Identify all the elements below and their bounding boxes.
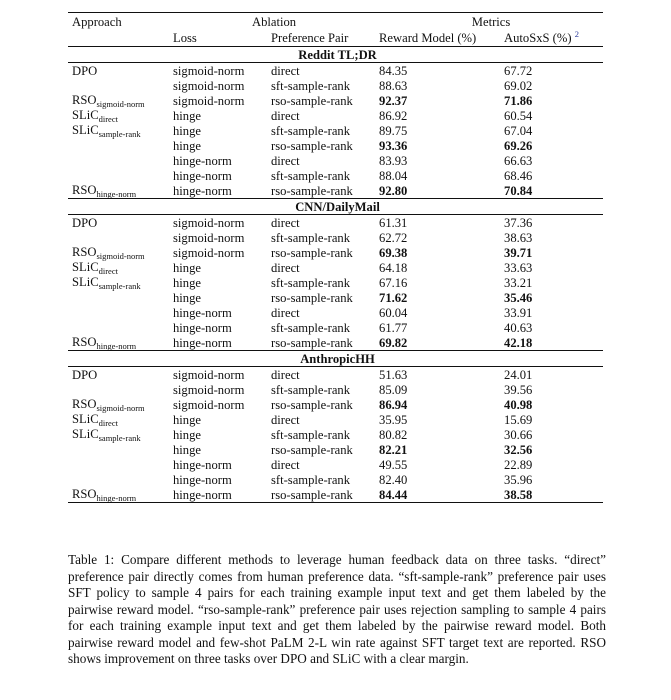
reward-model-value: 35.95: [379, 412, 408, 427]
cell-reward-model: [375, 412, 500, 427]
reward-model-value: 80.82: [379, 427, 408, 442]
reward-model-value: 49.55: [379, 457, 408, 472]
cell-pair: sft-sample-rank: [271, 230, 351, 245]
table-caption: Table 1: Compare different methods to leverage human feedback data on three tasks. “direct” preference pair directly comes from human preference data. “sft-sample-rank” preference pair uses SFT policy to sample 4 pairs for each training example input text and get them labeled by the pairwise reward model. “rso-sample-rank” preference pair uses rejection sampling to sample 4 pairs for each training example input text and get them labeled by the pairwise reward model. Both pairwise reward model and few-shot PaLM 2-L win rate against SFT target text are reported. RSO shows improvement on three tasks over DPO and SLiC with a clear margin.: [68, 552, 606, 666]
cell-loss: sigmoid-norm: [173, 382, 245, 397]
approach-subscript: sigmoid-norm: [96, 99, 145, 109]
results-table: [68, 12, 603, 503]
cell-pair: sft-sample-rank: [271, 320, 351, 335]
autosxs-value: 35.46: [504, 290, 533, 305]
cell-pair: direct: [271, 457, 300, 472]
table-row: [68, 397, 603, 412]
cell-loss: hinge-norm: [173, 168, 232, 183]
cell-reward-model: [375, 168, 500, 183]
reward-model-value: 61.31: [379, 215, 408, 230]
cell-autosxs: [500, 487, 603, 503]
table-row: [68, 230, 603, 245]
table-row: [68, 78, 603, 93]
cell-approach: [68, 183, 169, 199]
header-metrics: Metrics: [375, 13, 603, 31]
table-row: [68, 245, 603, 260]
cell-reward-model: [375, 367, 500, 383]
cell-pair: direct: [271, 153, 300, 168]
cell-reward-model: [375, 78, 500, 93]
header-row-top: [68, 13, 603, 31]
autosxs-value: 69.26: [504, 138, 533, 153]
cell-autosxs: [500, 183, 603, 199]
cell-approach: [68, 367, 169, 383]
cell-pair: rso-sample-rank: [271, 290, 353, 305]
cell-autosxs: [500, 397, 603, 412]
cell-loss: hinge-norm: [169, 487, 267, 503]
cell-autosxs: [500, 260, 603, 275]
cell-loss: sigmoid-norm: [173, 93, 245, 108]
approach-name: SLiC: [72, 427, 99, 441]
cell-loss: hinge-norm: [173, 335, 232, 350]
approach-subscript: sigmoid-norm: [96, 403, 145, 413]
cell-reward-model: [375, 153, 500, 168]
reward-model-value: 83.93: [379, 153, 408, 168]
autosxs-value: 39.56: [504, 382, 533, 397]
reward-model-value: 88.04: [379, 168, 408, 183]
reward-model-value: 67.16: [379, 275, 408, 290]
autosxs-value: 71.86: [504, 93, 533, 108]
cell-pair: rso-sample-rank: [271, 335, 353, 350]
autosxs-value: 15.69: [504, 412, 533, 427]
cell-reward-model: [375, 275, 500, 290]
results-table-container: [68, 12, 603, 503]
table-row: [68, 183, 603, 199]
reward-model-value: 62.72: [379, 230, 408, 245]
cell-pair: rso-sample-rank: [267, 487, 375, 503]
cell-pair: direct: [271, 108, 300, 123]
cell-loss: sigmoid-norm: [173, 245, 245, 260]
cell-loss: sigmoid-norm: [173, 230, 245, 245]
autosxs-value: 70.84: [504, 183, 533, 198]
cell-autosxs: [500, 245, 603, 260]
cell-reward-model: [375, 230, 500, 245]
approach-name: SLiC: [72, 123, 99, 137]
cell-loss: hinge-norm: [173, 320, 232, 335]
approach-name: RSO: [72, 487, 97, 501]
table-row: [68, 260, 603, 275]
cell-autosxs: [500, 442, 603, 457]
cell-pair: rso-sample-rank: [271, 93, 353, 108]
cell-autosxs: [500, 108, 603, 123]
approach-subscript: direct: [98, 266, 118, 276]
cell-pair: sft-sample-rank: [271, 123, 351, 138]
cell-pair: sft-sample-rank: [271, 168, 351, 183]
cell-autosxs: [500, 93, 603, 108]
reward-model-value: 71.62: [379, 290, 408, 305]
cell-loss: hinge: [173, 260, 201, 275]
reward-model-value: 60.04: [379, 305, 408, 320]
reward-model-value: 86.94: [379, 397, 408, 412]
reward-model-value: 82.40: [379, 472, 408, 487]
cell-reward-model: [375, 245, 500, 260]
cell-approach: [68, 215, 169, 231]
cell-reward-model: [375, 382, 500, 397]
cell-pair: rso-sample-rank: [271, 183, 353, 198]
cell-loss: sigmoid-norm: [173, 78, 245, 93]
cell-reward-model: [375, 472, 500, 487]
reward-model-value: 82.21: [379, 442, 408, 457]
cell-loss: hinge-norm: [173, 457, 232, 472]
cell-reward-model: [375, 487, 500, 503]
table-row: [68, 275, 603, 290]
approach-name: SLiC: [72, 108, 99, 122]
cell-approach: [68, 290, 169, 305]
cell-approach: [68, 123, 169, 138]
autosxs-value: 68.46: [504, 168, 533, 183]
section-title: AnthropicHH: [68, 351, 603, 367]
approach-subscript: direct: [98, 114, 118, 124]
cell-reward-model: [375, 397, 500, 412]
cell-autosxs: [500, 138, 603, 153]
cell-reward-model: [375, 63, 500, 79]
approach-name: SLiC: [72, 275, 99, 289]
approach-subscript: hinge-norm: [96, 341, 137, 351]
approach-subscript: sigmoid-norm: [96, 251, 145, 261]
cell-pair: direct: [271, 305, 300, 320]
cell-pair: rso-sample-rank: [271, 397, 353, 412]
reward-model-value: 86.92: [379, 108, 408, 123]
reward-model-value: 64.18: [379, 260, 408, 275]
reward-model-value: 84.44: [379, 487, 408, 502]
table-row: [68, 138, 603, 153]
cell-pair: sft-sample-rank: [271, 427, 351, 442]
cell-approach: [68, 442, 169, 457]
approach-name: RSO: [72, 245, 97, 259]
cell-autosxs: [500, 382, 603, 397]
cell-loss: hinge-norm: [173, 305, 232, 320]
table-row: [68, 93, 603, 108]
cell-autosxs: [500, 215, 603, 231]
autosxs-value: 66.63: [504, 153, 533, 168]
section-header: [68, 351, 603, 367]
table-row: [68, 427, 603, 442]
cell-loss: hinge: [173, 442, 201, 457]
header-reward-model: Reward Model (%): [379, 31, 477, 45]
table-row: [68, 320, 603, 335]
cell-approach: [68, 382, 169, 397]
cell-reward-model: [375, 427, 500, 442]
autosxs-value: 32.56: [504, 442, 533, 457]
cell-autosxs: [500, 367, 603, 383]
cell-pair: sft-sample-rank: [271, 472, 351, 487]
cell-autosxs: [500, 412, 603, 427]
cell-loss: hinge: [173, 275, 201, 290]
cell-approach: [68, 275, 169, 290]
cell-loss: hinge: [173, 290, 201, 305]
autosxs-value: 42.18: [504, 335, 533, 350]
autosxs-value: 40.63: [504, 320, 533, 335]
cell-pair: direct: [271, 367, 300, 382]
approach-name: DPO: [72, 63, 98, 78]
autosxs-value: 33.21: [504, 275, 533, 290]
cell-pair: rso-sample-rank: [271, 138, 353, 153]
cell-loss: hinge: [173, 138, 201, 153]
cell-pair: sft-sample-rank: [271, 275, 351, 290]
reward-model-value: 85.09: [379, 382, 408, 397]
cell-approach: [68, 108, 169, 123]
cell-reward-model: [375, 320, 500, 335]
approach-subscript: sample-rank: [98, 281, 141, 291]
table-row: [68, 168, 603, 183]
approach-name: SLiC: [72, 260, 99, 274]
cell-reward-model: [375, 93, 500, 108]
cell-approach: [68, 397, 169, 412]
approach-subscript: hinge-norm: [96, 493, 137, 503]
cell-autosxs: [500, 230, 603, 245]
header-pair: Preference Pair: [271, 31, 349, 45]
table-row: [68, 382, 603, 397]
autosxs-value: 67.72: [504, 63, 533, 78]
autosxs-value: 69.02: [504, 78, 533, 93]
cell-autosxs: [500, 123, 603, 138]
cell-autosxs: [500, 275, 603, 290]
cell-reward-model: [375, 108, 500, 123]
footnote-link[interactable]: 2: [574, 28, 579, 39]
cell-approach: [68, 153, 169, 168]
reward-model-value: 92.80: [379, 183, 408, 198]
table-row: [68, 153, 603, 168]
reward-model-value: 89.75: [379, 123, 408, 138]
cell-reward-model: [375, 123, 500, 138]
header-loss: Loss: [173, 31, 197, 45]
approach-name: RSO: [72, 397, 97, 411]
cell-reward-model: [375, 457, 500, 472]
cell-approach: [68, 260, 169, 275]
cell-pair: rso-sample-rank: [271, 442, 353, 457]
approach-name: RSO: [72, 183, 97, 197]
cell-approach: [68, 138, 169, 153]
cell-reward-model: [375, 260, 500, 275]
autosxs-value: 67.04: [504, 123, 533, 138]
cell-autosxs: [500, 153, 603, 168]
header-approach: Approach: [68, 13, 169, 31]
section-title: Reddit TL;DR: [68, 47, 603, 63]
cell-autosxs: [500, 290, 603, 305]
header-autosxs: [500, 30, 603, 47]
cell-autosxs: [500, 335, 603, 351]
table-row: [68, 290, 603, 305]
autosxs-value: 24.01: [504, 367, 533, 382]
approach-subscript: sample-rank: [98, 433, 141, 443]
autosxs-value: 60.54: [504, 108, 533, 123]
autosxs-value: 35.96: [504, 472, 533, 487]
cell-loss: hinge: [173, 123, 201, 138]
header-autosxs-label: AutoSxS (%): [504, 30, 572, 45]
cell-reward-model: [375, 138, 500, 153]
table-row: [68, 457, 603, 472]
cell-approach: [68, 168, 169, 183]
cell-autosxs: [500, 305, 603, 320]
table-row: [68, 367, 603, 383]
cell-loss: sigmoid-norm: [173, 215, 245, 230]
cell-approach: [68, 427, 169, 442]
reward-model-value: 51.63: [379, 367, 408, 382]
cell-approach: [68, 320, 169, 335]
cell-loss: hinge: [173, 412, 201, 427]
section-header: [68, 199, 603, 215]
cell-pair: sft-sample-rank: [271, 382, 351, 397]
cell-autosxs: [500, 168, 603, 183]
header-ablation: Ablation: [169, 13, 375, 31]
approach-subscript: hinge-norm: [96, 189, 137, 199]
cell-loss: sigmoid-norm: [173, 367, 245, 382]
cell-reward-model: [375, 305, 500, 320]
cell-pair: direct: [271, 412, 300, 427]
section-header: [68, 47, 603, 63]
autosxs-value: 38.58: [504, 487, 533, 502]
cell-pair: rso-sample-rank: [271, 245, 353, 260]
reward-model-value: 61.77: [379, 320, 408, 335]
table-row: [68, 305, 603, 320]
cell-autosxs: [500, 472, 603, 487]
cell-reward-model: [375, 215, 500, 231]
results-body: [68, 47, 603, 503]
cell-reward-model: [375, 442, 500, 457]
cell-autosxs: [500, 78, 603, 93]
autosxs-value: 22.89: [504, 457, 533, 472]
autosxs-value: 39.71: [504, 245, 533, 260]
autosxs-value: 30.66: [504, 427, 533, 442]
cell-pair: sft-sample-rank: [271, 78, 351, 93]
table-row: [68, 487, 603, 503]
autosxs-value: 33.63: [504, 260, 533, 275]
table-row: [68, 472, 603, 487]
cell-approach: [68, 487, 169, 503]
table-row: [68, 412, 603, 427]
cell-autosxs: [500, 320, 603, 335]
table-row: [68, 215, 603, 231]
autosxs-value: 38.63: [504, 230, 533, 245]
approach-subscript: sample-rank: [98, 129, 141, 139]
cell-loss: sigmoid-norm: [173, 63, 245, 78]
section-title: CNN/DailyMail: [68, 199, 603, 215]
cell-approach: [68, 412, 169, 427]
cell-approach: [68, 457, 169, 472]
table-row: [68, 123, 603, 138]
cell-pair: direct: [271, 215, 300, 230]
cell-approach: [68, 230, 169, 245]
autosxs-value: 33.91: [504, 305, 533, 320]
reward-model-value: 69.82: [379, 335, 408, 350]
approach-name: DPO: [72, 215, 98, 230]
cell-approach: [68, 472, 169, 487]
cell-autosxs: [500, 427, 603, 442]
approach-subscript: direct: [98, 418, 118, 428]
approach-name: DPO: [72, 367, 98, 382]
table-row: [68, 442, 603, 457]
header-row-bottom: [68, 30, 603, 47]
cell-loss: sigmoid-norm: [173, 397, 245, 412]
reward-model-value: 92.37: [379, 93, 408, 108]
cell-reward-model: [375, 290, 500, 305]
table-row: [68, 108, 603, 123]
cell-reward-model: [375, 183, 500, 199]
cell-pair: direct: [271, 63, 300, 78]
reward-model-value: 84.35: [379, 63, 408, 78]
cell-loss: hinge-norm: [173, 153, 232, 168]
approach-name: SLiC: [72, 412, 99, 426]
cell-autosxs: [500, 63, 603, 79]
cell-approach: [68, 93, 169, 108]
approach-name: RSO: [72, 335, 97, 349]
autosxs-value: 37.36: [504, 215, 533, 230]
cell-approach: [68, 305, 169, 320]
cell-approach: [68, 78, 169, 93]
approach-name: RSO: [72, 93, 97, 107]
autosxs-value: 40.98: [504, 397, 533, 412]
reward-model-value: 93.36: [379, 138, 408, 153]
cell-approach: [68, 335, 169, 351]
cell-loss: hinge: [173, 427, 201, 442]
cell-autosxs: [500, 457, 603, 472]
reward-model-value: 88.63: [379, 78, 408, 93]
cell-loss: hinge-norm: [173, 472, 232, 487]
table-row: [68, 335, 603, 351]
cell-reward-model: [375, 335, 500, 351]
cell-approach: [68, 63, 169, 79]
cell-loss: hinge-norm: [173, 183, 232, 198]
table-row: [68, 63, 603, 79]
cell-loss: hinge: [173, 108, 201, 123]
cell-approach: [68, 245, 169, 260]
cell-pair: direct: [271, 260, 300, 275]
reward-model-value: 69.38: [379, 245, 408, 260]
